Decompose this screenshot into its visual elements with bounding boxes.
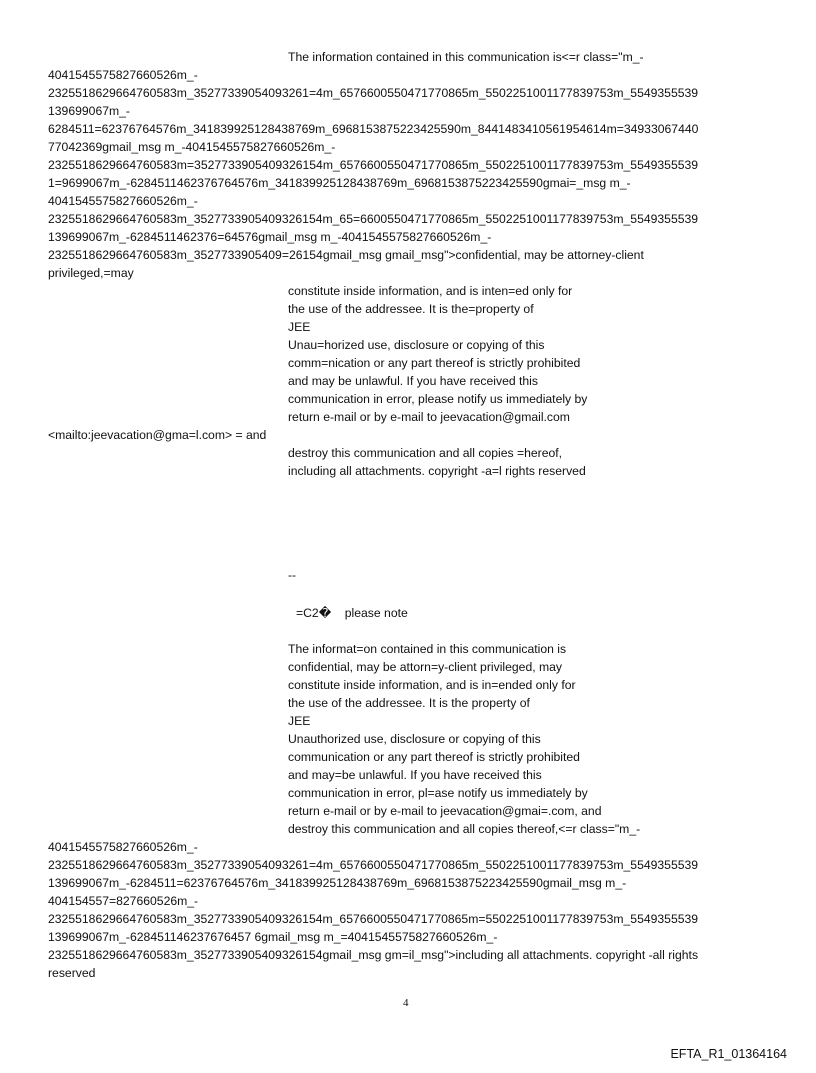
text-line: 139699067m_- [48, 104, 130, 118]
text-line: 2325518629664760583m_3527733905409326154m_6576600550471770865m=5502251001177839753m_5549355539 [48, 912, 699, 926]
text-line: 2325518629664760583m_35277339054093261=4m_6576600550471770865m_5502251001177839753m_5549355539 [48, 86, 699, 100]
text-line: comm=nication or any part thereof is strictly prohibited [288, 356, 581, 370]
text-line: 2325518629664760583m_3527733905409326154gmail_msg gm=il_msg">including all attachments. copyright -all rights [48, 948, 699, 962]
text-line: 2325518629664760583m=3527733905409326154m_6576600550471770865m_5502251001177839753m_5549355539 [48, 158, 699, 172]
text-line: the use of the addressee. It is the property of [288, 696, 530, 710]
text-line: and may be unlawful. If you have received this [288, 374, 538, 388]
text-line: 4041545575827660526m_- [48, 194, 198, 208]
text-line: 404154557=827660526m_- [48, 894, 199, 908]
text-line: reserved [48, 966, 96, 980]
text-line: confidential, may be attorn=y-client privileged, may [288, 660, 563, 674]
text-line: constitute inside information, and is inten=ed only for [288, 284, 573, 298]
text-line: 2325518629664760583m_3527733905409326154m_65=6600550471770865m_5502251001177839753m_5549355539 [48, 212, 699, 226]
text-line: communication or any part thereof is strictly prohibited [288, 750, 580, 764]
text-line: <mailto:jeevacation@gma=l.com> = and [48, 428, 267, 442]
text-line: communication in error, please notify us immediately by [288, 392, 588, 406]
text-line: Unauthorized use, disclosure or copying of this [288, 732, 541, 746]
text-line: destroy this communication and all copies =hereof, [288, 446, 563, 460]
text-line: 77042369gmail_msg m_-4041545575827660526m_- [48, 140, 336, 154]
text-line: the use of the addressee. It is the=property of [288, 302, 534, 316]
text-line: constitute inside information, and is in=ended only for [288, 678, 576, 692]
text-line: and may=be unlawful. If you have received this [288, 768, 542, 782]
text-line: return e-mail or by e-mail to jeevacation@gmai=.com, and [288, 804, 602, 818]
text-line: destroy this communication and all copies thereof,<=r class="m_- [288, 822, 641, 836]
text-line: 6284511=62376764576m_341839925128438769m_6968153875223425590m_8441483410561954614m=34933067440 [48, 122, 699, 136]
text-line: 139699067m_-628451146237676457 6gmail_msg m_=4041545575827660526m_- [48, 930, 498, 944]
text-line: 4041545575827660526m_- [48, 840, 198, 854]
text-line: 4041545575827660526m_- [48, 68, 198, 82]
text-line: privileged,=may [48, 266, 134, 280]
text-line: 139699067m_-6284511462376=64576gmail_msg m_-4041545575827660526m_- [48, 230, 492, 244]
text-line: communication in error, pl=ase notify us immediately by [288, 786, 588, 800]
text-line: JEE [288, 320, 311, 334]
text-line: The informat=on contained in this communication is [288, 642, 567, 656]
text-line: 2325518629664760583m_35277339054093261=4m_6576600550471770865m_5502251001177839753m_5549355539 [48, 858, 699, 872]
text-line: The information contained in this communication is<=r class="m_- [288, 50, 644, 64]
signature-separator: -- [288, 568, 297, 582]
text-line: JEE [288, 714, 311, 728]
text-line: 139699067m_-6284511=62376764576m_341839925128438769m_6968153875223425590gmail_msg m_- [48, 876, 627, 890]
text-line: 2325518629664760583m_3527733905409=26154gmail_msg gmail_msg">confidential, may be attorney-client [48, 248, 644, 262]
text-line: including all attachments. copyright -a=l rights reserved [288, 464, 586, 478]
text-line: Unau=horized use, disclosure or copying of this [288, 338, 545, 352]
document-id: EFTA_R1_01364164 [670, 1047, 787, 1061]
page-number: 4 [403, 997, 409, 1009]
text-line: 1=9699067m_-6284511462376764576m_341839925128438769m_6968153875223425590gmai=_msg m_- [48, 176, 631, 190]
text-line: return e-mail or by e-mail to jeevacation@gmail.com [288, 410, 570, 424]
note-heading: =C2� please note [296, 606, 408, 620]
